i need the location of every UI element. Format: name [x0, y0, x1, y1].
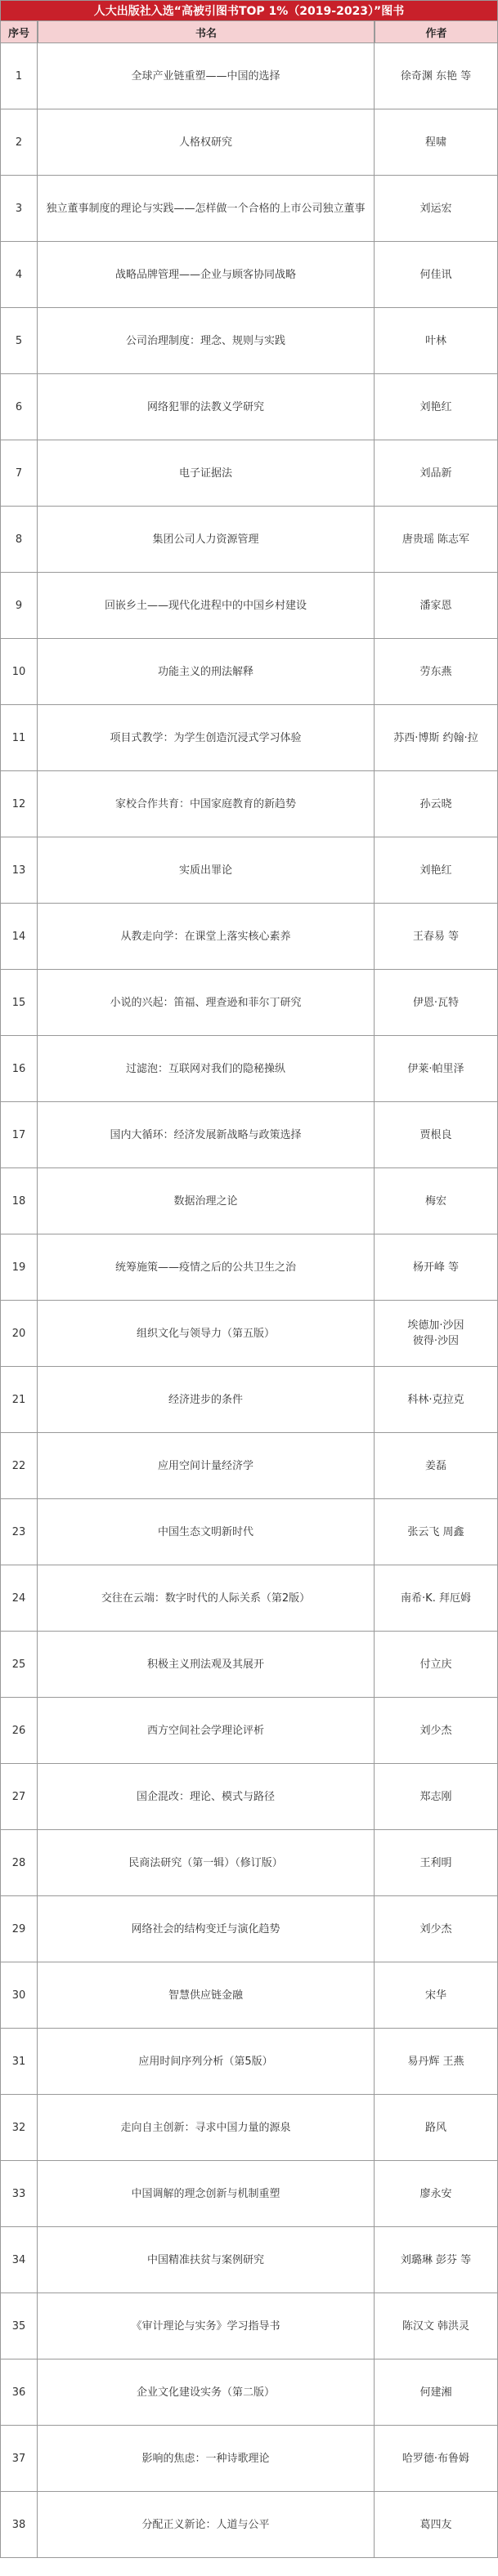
table-row	[0, 2029, 498, 2095]
book-title: 统筹施策——疫情之后的公共卫生之治	[38, 1234, 375, 1301]
book-author: 科林·克拉克	[375, 1367, 498, 1433]
table-row	[0, 176, 498, 242]
row-number: 31	[0, 2029, 38, 2095]
book-title: 电子证据法	[38, 440, 375, 507]
book-title: 集团公司人力资源管理	[38, 507, 375, 573]
row-number: 9	[0, 573, 38, 639]
row-number: 4	[0, 242, 38, 308]
book-author: 付立庆	[375, 1632, 498, 1698]
row-number: 1	[0, 43, 38, 109]
row-number: 20	[0, 1301, 38, 1367]
row-number: 11	[0, 705, 38, 771]
book-title: 功能主义的刑法解释	[38, 639, 375, 705]
table-row	[0, 1764, 498, 1830]
table-row	[0, 1565, 498, 1632]
book-title: 西方空间社会学理论评析	[38, 1698, 375, 1764]
row-number: 36	[0, 2359, 38, 2426]
table-row	[0, 2359, 498, 2426]
row-number: 38	[0, 2492, 38, 2558]
book-author: 刘艳红	[375, 374, 498, 440]
book-author: 刘艳红	[375, 837, 498, 904]
book-title: 实质出罪论	[38, 837, 375, 904]
book-title: 小说的兴起：笛福、理查逊和菲尔丁研究	[38, 970, 375, 1036]
book-author: 何建湘	[375, 2359, 498, 2426]
row-number: 27	[0, 1764, 38, 1830]
row-number: 22	[0, 1433, 38, 1499]
book-title: 项目式教学：为学生创造沉浸式学习体验	[38, 705, 375, 771]
book-author: 陈汉文 韩洪灵	[375, 2293, 498, 2359]
book-author: 王利明	[375, 1830, 498, 1896]
table-row	[0, 1433, 498, 1499]
row-number: 29	[0, 1896, 38, 1962]
row-number: 24	[0, 1565, 38, 1632]
row-number: 6	[0, 374, 38, 440]
row-number: 5	[0, 308, 38, 374]
header-no: 序号	[0, 21, 38, 43]
table-row	[0, 1168, 498, 1234]
table-row	[0, 573, 498, 639]
table-row	[0, 1698, 498, 1764]
table-body	[0, 43, 498, 2558]
book-author: 伊莱·帕里泽	[375, 1036, 498, 1102]
table-row	[0, 1367, 498, 1433]
book-author: 张云飞 周鑫	[375, 1499, 498, 1565]
row-number: 25	[0, 1632, 38, 1698]
row-number: 8	[0, 507, 38, 573]
book-author: 苏西·博斯 约翰·拉	[375, 705, 498, 771]
book-author: 哈罗德·布鲁姆	[375, 2426, 498, 2492]
book-author: 刘品新	[375, 440, 498, 507]
book-author: 杨开峰 等	[375, 1234, 498, 1301]
book-author: 程啸	[375, 109, 498, 176]
row-number: 10	[0, 639, 38, 705]
table-row	[0, 705, 498, 771]
row-number: 21	[0, 1367, 38, 1433]
book-author: 徐奇渊 东艳 等	[375, 43, 498, 109]
book-title: 战略品牌管理——企业与顾客协同战略	[38, 242, 375, 308]
book-title: 分配正义新论：人道与公平	[38, 2492, 375, 2558]
book-title: 影响的焦虑：一种诗歌理论	[38, 2426, 375, 2492]
table-row	[0, 242, 498, 308]
book-author: 路风	[375, 2095, 498, 2161]
row-number: 3	[0, 176, 38, 242]
row-number: 7	[0, 440, 38, 507]
table-row	[0, 374, 498, 440]
row-number: 14	[0, 904, 38, 970]
row-number: 37	[0, 2426, 38, 2492]
book-author: 宋华	[375, 1962, 498, 2029]
book-title: 人格权研究	[38, 109, 375, 176]
book-title: 应用空间计量经济学	[38, 1433, 375, 1499]
book-title: 家校合作共育：中国家庭教育的新趋势	[38, 771, 375, 837]
table-row	[0, 1234, 498, 1301]
book-title: 公司治理制度：理念、规则与实践	[38, 308, 375, 374]
book-title: 过滤泡：互联网对我们的隐秘操纵	[38, 1036, 375, 1102]
table-row	[0, 1036, 498, 1102]
row-number: 17	[0, 1102, 38, 1168]
table-row	[0, 2227, 498, 2293]
table-header	[0, 21, 498, 43]
row-number: 34	[0, 2227, 38, 2293]
book-title: 全球产业链重塑——中国的选择	[38, 43, 375, 109]
table-row	[0, 2161, 498, 2227]
book-title: 中国精准扶贫与案例研究	[38, 2227, 375, 2293]
table-row	[0, 2293, 498, 2359]
row-number: 15	[0, 970, 38, 1036]
book-title: 网络犯罪的法教义学研究	[38, 374, 375, 440]
table-row	[0, 639, 498, 705]
book-title: 交往在云端：数字时代的人际关系（第2版）	[38, 1565, 375, 1632]
table-row	[0, 837, 498, 904]
book-title: 中国调解的理念创新与机制重塑	[38, 2161, 375, 2227]
book-title: 网络社会的结构变迁与演化趋势	[38, 1896, 375, 1962]
table-row	[0, 440, 498, 507]
table-row	[0, 1830, 498, 1896]
book-title: 《审计理论与实务》学习指导书	[38, 2293, 375, 2359]
book-title: 积极主义刑法观及其展开	[38, 1632, 375, 1698]
book-author: 伊恩·瓦特	[375, 970, 498, 1036]
book-title: 从教走向学：在课堂上落实核心素养	[38, 904, 375, 970]
row-number: 2	[0, 109, 38, 176]
row-number: 13	[0, 837, 38, 904]
book-title: 独立董事制度的理论与实践——怎样做一个合格的上市公司独立董事	[38, 176, 375, 242]
book-author: 姜磊	[375, 1433, 498, 1499]
row-number: 33	[0, 2161, 38, 2227]
table-row	[0, 507, 498, 573]
book-author: 郑志刚	[375, 1764, 498, 1830]
table-row	[0, 1102, 498, 1168]
book-author: 劳东燕	[375, 639, 498, 705]
book-title: 走向自主创新：寻求中国力量的源泉	[38, 2095, 375, 2161]
row-number: 35	[0, 2293, 38, 2359]
sheet-title: 人大出版社入选“高被引图书TOP 1%（2019-2023）”图书	[0, 0, 498, 21]
row-number: 18	[0, 1168, 38, 1234]
book-author: 廖永安	[375, 2161, 498, 2227]
header-book: 书名	[38, 21, 375, 43]
book-author: 刘运宏	[375, 176, 498, 242]
row-number: 12	[0, 771, 38, 837]
book-author: 叶林	[375, 308, 498, 374]
book-author: 孙云晓	[375, 771, 498, 837]
table-row	[0, 904, 498, 970]
book-title: 回嵌乡土——现代化进程中的中国乡村建设	[38, 573, 375, 639]
row-number: 26	[0, 1698, 38, 1764]
table-row	[0, 1499, 498, 1565]
table-row	[0, 970, 498, 1036]
book-title: 经济进步的条件	[38, 1367, 375, 1433]
header-author: 作者	[375, 21, 498, 43]
book-title: 企业文化建设实务（第二版）	[38, 2359, 375, 2426]
book-author: 葛四友	[375, 2492, 498, 2558]
book-author: 刘少杰	[375, 1896, 498, 1962]
table-row	[0, 1301, 498, 1367]
table-row	[0, 1896, 498, 1962]
book-title: 组织文化与领导力（第五版）	[38, 1301, 375, 1367]
row-number: 28	[0, 1830, 38, 1896]
book-author: 易丹辉 王燕	[375, 2029, 498, 2095]
table-row	[0, 1962, 498, 2029]
table-row	[0, 109, 498, 176]
book-title: 数据治理之论	[38, 1168, 375, 1234]
book-title: 国内大循环：经济发展新战略与政策选择	[38, 1102, 375, 1168]
book-author: 唐贵瑶 陈志军	[375, 507, 498, 573]
row-number: 32	[0, 2095, 38, 2161]
book-title: 中国生态文明新时代	[38, 1499, 375, 1565]
book-author: 南希·K. 拜厄姆	[375, 1565, 498, 1632]
table-row	[0, 43, 498, 109]
book-title: 民商法研究（第一辑）（修订版）	[38, 1830, 375, 1896]
table-row	[0, 771, 498, 837]
row-number: 23	[0, 1499, 38, 1565]
book-author: 王春易 等	[375, 904, 498, 970]
table-row	[0, 2095, 498, 2161]
book-title: 应用时间序列分析（第5版）	[38, 2029, 375, 2095]
book-author: 埃德加·沙因 彼得·沙因	[375, 1301, 498, 1367]
book-author: 贾根良	[375, 1102, 498, 1168]
book-author: 何佳讯	[375, 242, 498, 308]
row-number: 16	[0, 1036, 38, 1102]
table-row	[0, 2426, 498, 2492]
row-number: 30	[0, 1962, 38, 2029]
table-row	[0, 2492, 498, 2558]
table-row	[0, 308, 498, 374]
book-title: 国企混改：理论、模式与路径	[38, 1764, 375, 1830]
book-author: 梅宏	[375, 1168, 498, 1234]
table-row	[0, 1632, 498, 1698]
book-author: 刘璐琳 彭芬 等	[375, 2227, 498, 2293]
book-author: 潘家恩	[375, 573, 498, 639]
book-author: 刘少杰	[375, 1698, 498, 1764]
row-number: 19	[0, 1234, 38, 1301]
book-title: 智慧供应链金融	[38, 1962, 375, 2029]
